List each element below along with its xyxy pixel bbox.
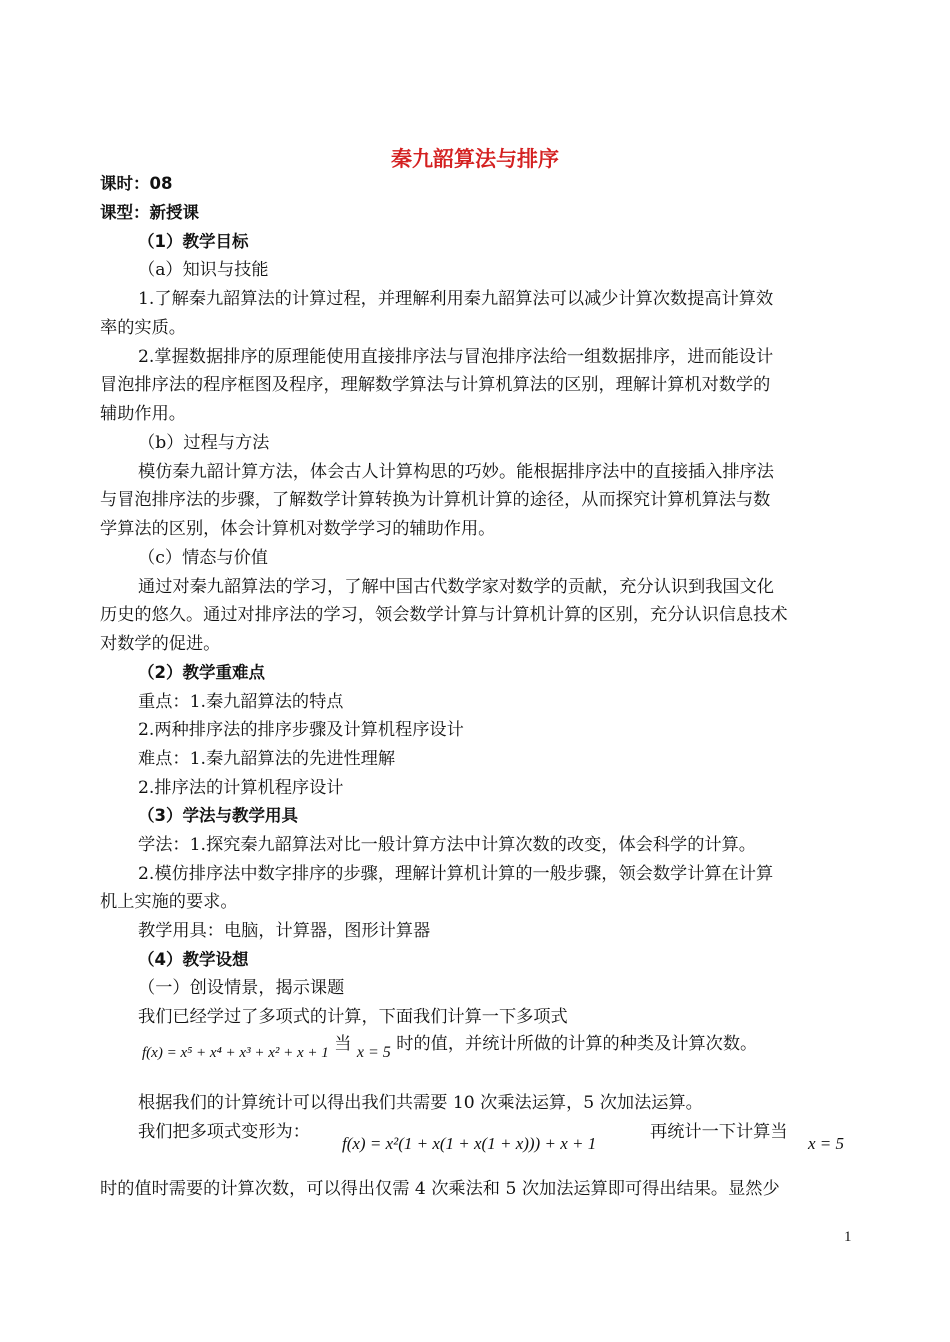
paragraph-line: 通过对秦九韶算法的学习，了解中国古代数学家对数学的贡献，充分认识到我国文化 — [138, 577, 774, 597]
paragraph-line: 我们已经学过了多项式的计算，下面我们计算一下多项式 — [138, 1007, 568, 1027]
lesson-time: 课时：08 — [100, 174, 173, 193]
paragraph-line: 2.模仿排序法中数字排序的步骤，理解计算机计算的一般步骤，领会数学计算在计算 — [138, 864, 774, 884]
paragraph-line: 机上实施的要求。 — [100, 892, 238, 912]
formula-line — [142, 1034, 758, 1065]
polynomial-formula: f(x) = x⁵ + x⁴ + x³ + x² + x + 1 — [142, 1045, 329, 1061]
paragraph-line: 历史的悠久。通过对排序法的学习，领会数学计算与计算机计算的区别，充分认识信息技术 — [100, 605, 788, 625]
section-heading-2: （2）教学重难点 — [138, 663, 265, 682]
paragraph-line: 2.掌握数据排序的原理能使用直接排序法与冒泡排序法给一组数据排序，进而能设计 — [138, 347, 774, 367]
paragraph-line: 重点：1.秦九韶算法的特点 — [138, 692, 344, 712]
paragraph-line: 1.了解秦九韶算法的计算过程，并理解利用秦九韶算法可以减少计算次数提高计算效 — [138, 289, 774, 309]
paragraph-line: 2.两种排序法的排序步骤及计算机程序设计 — [138, 720, 464, 740]
paragraph-line: 率的实质。 — [100, 318, 186, 338]
formula-x-value-2: x = 5 — [808, 1134, 845, 1153]
paragraph-line: 难点：1.秦九韶算法的先进性理解 — [138, 749, 396, 769]
paragraph-line: 2.排序法的计算机程序设计 — [138, 778, 344, 798]
subheading-1: （一）创设情景，揭示课题 — [138, 978, 345, 998]
paragraph-line-tail: 再统计一下计算当 — [650, 1122, 788, 1142]
paragraph-line: 冒泡排序法的程序框图及程序，理解数学算法与计算机算法的区别，理解计算机对数学的 — [100, 375, 771, 395]
formula-tail-text: 时的值，并统计所做的计算的种类及计算次数。 — [396, 1034, 758, 1054]
section-heading-3: （3）学法与教学用具 — [138, 806, 298, 825]
page-number: 1 — [844, 1229, 852, 1245]
paragraph-line: 教学用具：电脑，计算器，图形计算器 — [138, 921, 431, 941]
formula-when-label: 当 — [334, 1034, 352, 1054]
section-heading-1: （1）教学目标 — [138, 232, 249, 251]
horner-formula: f(x) = x²(1 + x(1 + x(1 + x))) + x + 1 — [342, 1134, 597, 1153]
subheading-c: （c）情态与价值 — [138, 548, 268, 568]
section-heading-4: （4）教学设想 — [138, 950, 249, 969]
paragraph-line: 根据我们的计算统计可以得出我们共需要 10 次乘法运算，5 次加法运算。 — [138, 1093, 703, 1113]
paragraph-line: 学算法的区别，体会计算机对数学学习的辅助作用。 — [100, 519, 496, 539]
paragraph-line: 对数学的促进。 — [100, 634, 221, 654]
paragraph-line: 时的值时需要的计算次数，可以得出仅需 4 次乘法和 5 次加法运算即可得出结果。显然少 — [100, 1179, 780, 1199]
lesson-type: 课型：新授课 — [100, 203, 199, 222]
transformed-formula — [342, 1132, 596, 1156]
subheading-a: （a）知识与技能 — [138, 260, 269, 280]
subheading-b: （b）过程与方法 — [138, 433, 270, 453]
formula-x-value: x = 5 — [356, 1044, 391, 1061]
paragraph-line: 辅助作用。 — [100, 404, 186, 424]
paragraph-line: 模仿秦九韶计算方法，体会古人计算构思的巧妙。能根据排序法中的直接插入排序法 — [138, 462, 774, 482]
paragraph-line: 与冒泡排序法的步骤，了解数学计算转换为计算机计算的途径，从而探究计算机算法与数 — [100, 490, 771, 510]
paragraph-line: 学法：1.探究秦九韶算法对比一般计算方法中计算次数的改变，体会科学的计算。 — [138, 835, 756, 855]
document-title: 秦九韶算法与排序 — [391, 147, 559, 171]
paragraph-line: 我们把多项式变形为： — [138, 1122, 310, 1142]
